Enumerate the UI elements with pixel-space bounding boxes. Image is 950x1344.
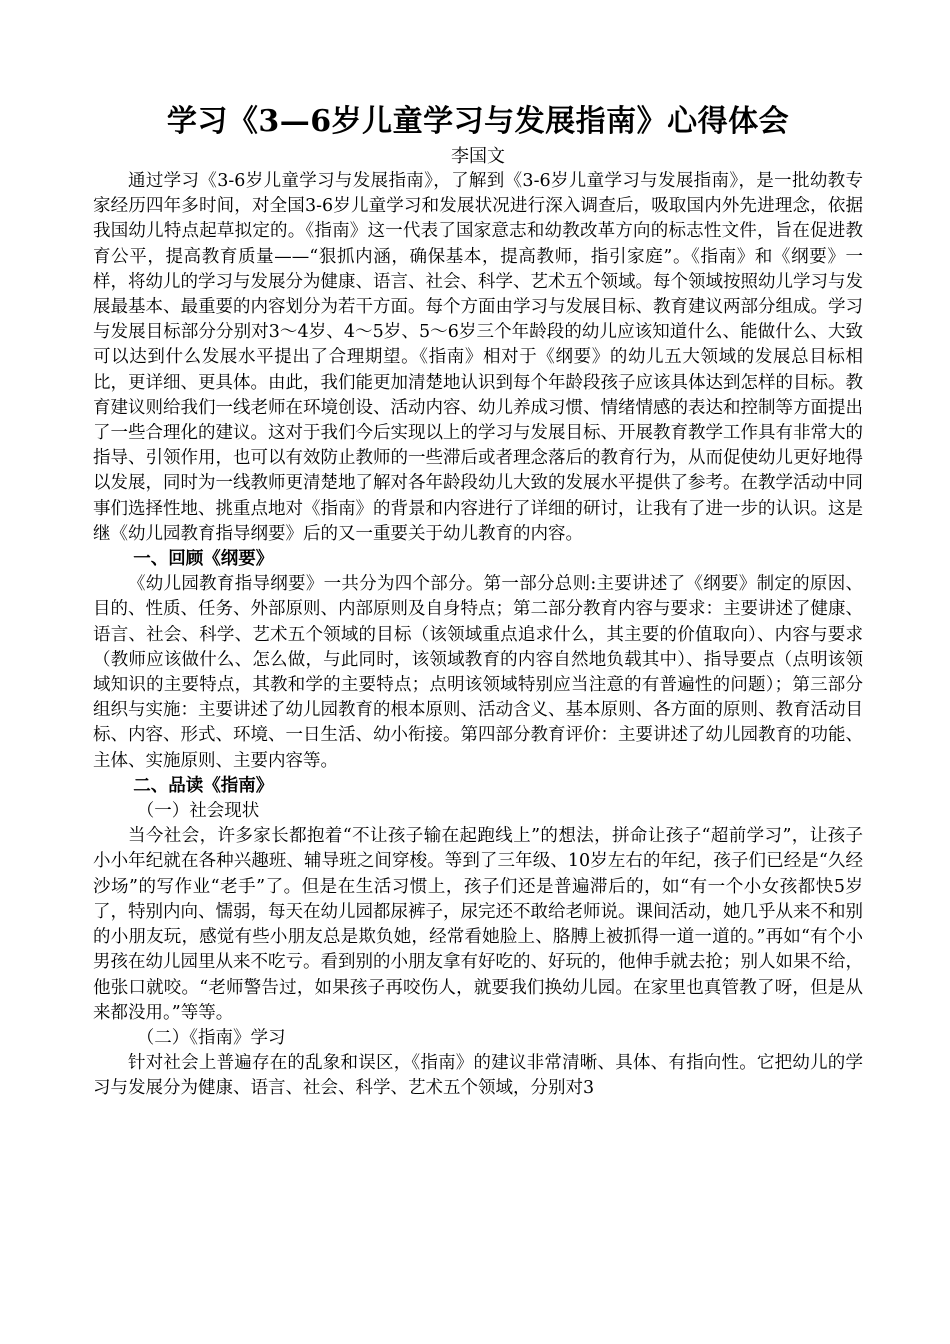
section-heading-reading: 二、品读《指南》 (133, 775, 274, 796)
intro-paragraph: 通过学习《3-6岁儿童学习与发展指南》，了解到《3-6岁儿童学习与发展指南》，是一批幼教专家经历四年多时间，对全国3-6岁儿童学习和发展状况进行深入调查后，吸取国内外先进理念，依据我国幼儿特点起草拟定的。《指南》这一代表了国家意志和幼教改革方向的标志性文件，旨在促进教育公平，提高教育质量——“狠抓内涵，确保基本，提高教师，指引家庭”。《指南》和《纲要》一样，将幼儿的学习与发展分为健康、语言、社会、科学、艺术五个领域。每个领域按照幼儿学习与发展最基本、最重要的内容划分为若干方面。每个方面由学习与发展目标、教育建议两部分组成。学习与发展目标部分分别对3～4岁、4～5岁、5～6岁三个年龄段的幼儿应该知道什么、能做什么、大致可以达到什么发展水平提出了合理期望。《指南》相对于《纲要》的幼儿五大领域的发展总目标相比，更详细、更具体。由此，我们能更加清楚地认识到每个年龄段孩子应该具体达到怎样的目标。教育建议则给我们一线老师在环境创设、活动内容、幼儿养成习惯、情绪情感的表达和控制等方面提出了一些合理化的建议。这对于我们今后实现以上的学习与发展目标、开展教育教学工作具有非常大的指导、引领作用，也可以有效防止教师的一些滞后或者理念落后的教育行为，从而促使幼儿更好地得以发展，同时为一线教师更清楚地了解对各年龄段幼儿大致的发展水平提供了参考。在教学活动中同事们选择性地、挑重点地对《指南》的背景和内容进行了详细的研讨，让我有了进一步的认识。这是继《幼儿园教育指导纲要》后的又一重要关于幼儿教育的内容。 (93, 171, 863, 544)
subsection-paragraph-guide: 针对社会上普遍存在的乱象和误区，《指南》的建议非常清晰、具体、有指向性。它把幼儿的学习与发展分为健康、语言、社会、科学、艺术五个领域，分别对3 (93, 1053, 863, 1099)
subsection-paragraph-social: 当今社会，许多家长都抱着“不让孩子输在起跑线上”的想法，拼命让孩子“超前学习”，让孩子小小年纪就在各种兴趣班、辅导班之间穿梭。等到了三年级、10岁左右的年纪，孩子们已经是“久经沙场”的写作业“老手”了。但是在生活习惯上，孩子们还是普遍滞后的，如“有一个小女孩都快5岁了，特别内向、懦弱，每天在幼儿园都尿裤子，尿完还不敢给老师说。课间活动，她几乎从来不和别的小朋友玩，感觉有些小朋友总是欺负她，经常看她脸上、胳膊上被抓得一道一道的。”再如“有个小男孩在幼儿园里从来不吃亏。看到别的小朋友拿有好吃的、好玩的，他伸手就去抢；别人如果不给，他张口就咬。“老师警告过，如果孩子再咬伤人，就要我们换幼儿园。在家里也真管教了呀，但是从来都没用。”等等。 (93, 826, 863, 1023)
document-title: 学习《3—6岁儿童学习与发展指南》心得体会 (166, 104, 790, 139)
document-page (93, 100, 863, 1102)
subsection-heading-social: （一）社会现状 (136, 801, 260, 822)
subsection-heading-guide: （二）《指南》学习 (136, 1027, 286, 1048)
section-heading-review: 一、回顾《纲要》 (133, 549, 274, 570)
section-paragraph-review: 《幼儿园教育指导纲要》一共分为四个部分。第一部分总则:主要讲述了《纲要》制定的原因、目的、性质、任务、外部原则、内部原则及自身特点；第二部分教育内容与要求：主要讲述了健康、语言、社会、科学、艺术五个领域的目标（该领域重点追求什么，其主要的价值取向）、内容与要求（教师应该做什么、怎么做，与此同时，该领域教育的内容自然地负载其中）、指导要点（点明该领域知识的主要特点，其教和学的主要特点；点明该领域特别应当注意的有普遍性的问题）；第三部分组织与实施：主要讲述了幼儿园教育的根本原则、活动含义、基本原则、各方面的原则、教育活动目标、内容、形式、环境、一日生活、幼小衔接。第四部分教育评价：主要讲述了幼儿园教育的功能、主体、实施原则、主要内容等。 (93, 574, 863, 771)
document-author: 李国文 (451, 146, 505, 167)
